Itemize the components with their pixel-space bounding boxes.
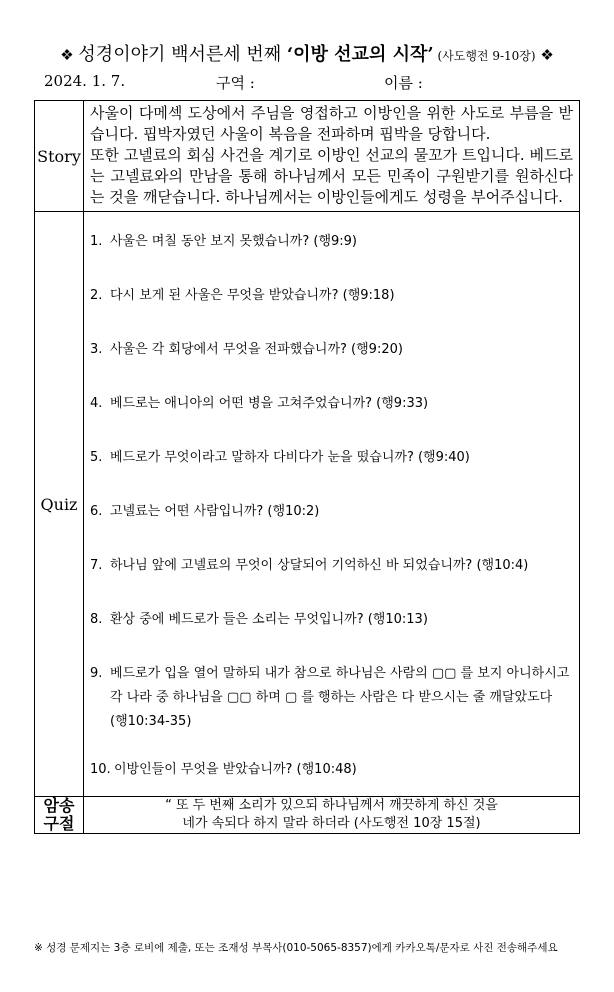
quiz-item	[90, 230, 571, 254]
quiz-question: 고넬료는 어떤 사람입니까? (행10:2)	[110, 504, 320, 519]
quiz-number: 4.	[90, 396, 103, 411]
quiz-item	[90, 284, 571, 308]
quiz-question: 이방인들이 무엇을 받았습니까? (행10:48)	[114, 762, 357, 777]
quiz-item	[90, 608, 571, 632]
quiz-number: 5.	[90, 450, 103, 465]
quiz-number: 8.	[90, 612, 103, 627]
quiz-number: 2.	[90, 288, 103, 303]
quiz-cell	[84, 212, 580, 797]
story-cell	[84, 101, 580, 212]
title-bold: ‘이방 선교의 시작’	[286, 44, 434, 65]
quiz-item	[90, 500, 571, 524]
diamond-icon: ❖	[60, 46, 79, 64]
quiz-number: 6.	[90, 504, 103, 519]
quiz-label: Quiz	[35, 212, 84, 797]
story-paragraph: 사울이 다메섹 도상에서 주님을 영접하고 이방인을 위한 사도로 부름을 받습니다. 핍박자였던 사울이 복음을 전파하며 핍박을 당합니다.	[90, 104, 573, 143]
name-field-label: 이름 :	[384, 74, 423, 92]
memory-verse-text	[84, 797, 580, 834]
quiz-row	[35, 212, 580, 797]
title-main: 성경이야기 백서른세 번째	[78, 44, 287, 65]
quiz-question: 베드로가 입을 열어 말하되 내가 참으로 하나님은 사람의 ▢▢ 를 보지 아니하시고 각 나라 중 하나님을 ▢▢ 하며 ▢ 를 행하는 사람은 다 받으시는 줄 깨달았도다 (행10:34-35)	[110, 666, 570, 729]
quiz-number: 3.	[90, 342, 103, 357]
story-paragraph: 또한 고넬료의 회심 사건을 계기로 이방인 선교의 물꼬가 트입니다. 베드로는 고넬료와의 만남을 통해 하나님께서 모든 민족이 구원받기를 원하신다는 것을 깨닫습니다. 하나님께서는 이방인들에게도 성령을 부어주십니다.	[90, 146, 573, 206]
quiz-question: 환상 중에 베드로가 들은 소리는 무엇입니까? (행10:13)	[110, 612, 428, 627]
quiz-question: 베드로가 무엇이라고 말하자 다비다가 눈을 떴습니까? (행9:40)	[110, 450, 470, 465]
worksheet-title	[0, 40, 614, 66]
worksheet-table	[34, 100, 580, 834]
quiz-item	[90, 554, 571, 578]
quiz-list	[84, 212, 579, 796]
quiz-number: 9.	[90, 666, 103, 681]
story-label: Story	[35, 101, 84, 212]
quiz-question: 사울은 며칠 동안 보지 못했습니까? (행9:9)	[110, 234, 357, 249]
quiz-number: 10.	[90, 762, 111, 777]
memory-verse-line: 네가 속되다 하지 말라 하더라 (사도행전 10장 15절)	[182, 816, 481, 831]
quiz-question: 사울은 각 회당에서 무엇을 전파했습니까? (행9:20)	[110, 342, 403, 357]
quiz-item	[90, 446, 571, 470]
quiz-question: 다시 보게 된 사울은 무엇을 받았습니까? (행9:18)	[110, 288, 395, 303]
memory-verse-row	[35, 797, 580, 834]
footnote: ※ 성경 문제지는 3층 로비에 제출, 또는 조재성 부목사(010-5065-8357)에게 카카오톡/문자로 사진 전송해주세요	[34, 942, 558, 954]
story-row	[35, 101, 580, 212]
quiz-number: 1.	[90, 234, 103, 249]
quiz-question: 하나님 앞에 고넬료의 무엇이 상달되어 기억하신 바 되었습니까? (행10:4)	[110, 558, 529, 573]
quiz-item	[90, 662, 571, 734]
memory-verse-line: “ 또 두 번째 소리가 있으되 하나님께서 깨끗하게 하신 것을	[165, 798, 498, 813]
diamond-icon: ❖	[535, 46, 554, 64]
quiz-item	[90, 338, 571, 362]
memory-verse-label: 암송 구절	[35, 797, 84, 834]
quiz-number: 7.	[90, 558, 103, 573]
district-field-label: 구역 :	[216, 74, 255, 92]
quiz-item	[90, 758, 571, 782]
title-reference: (사도행전 9-10장)	[433, 49, 536, 63]
quiz-item	[90, 392, 571, 416]
date-text: 2024. 1. 7.	[44, 72, 126, 90]
quiz-question: 베드로는 애니아의 어떤 병을 고쳐주었습니까? (행9:33)	[110, 396, 429, 411]
